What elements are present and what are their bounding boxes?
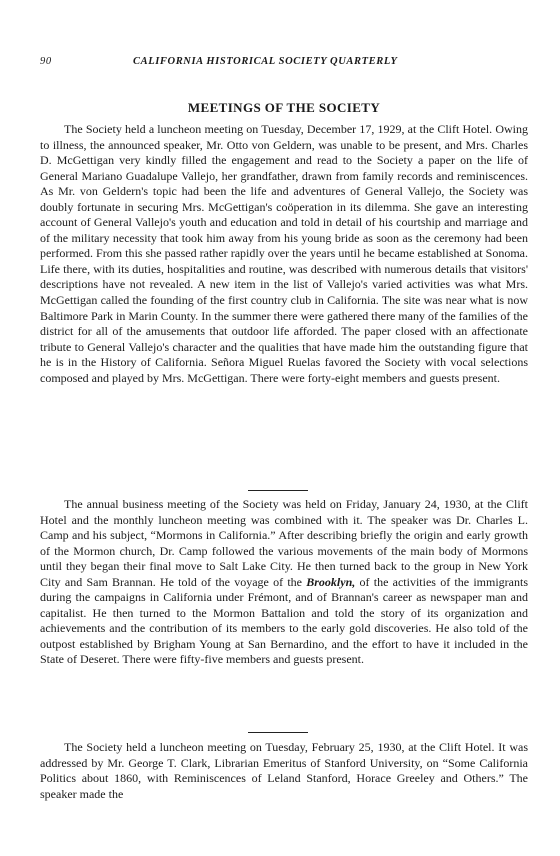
running-head — [40, 56, 528, 72]
section-divider — [248, 732, 308, 733]
paragraph-january-meeting — [40, 497, 528, 668]
paragraph-text: of the activities of the immigrants during the campaigns in California under Frémont, and of Brannan's career as newspaper man and capitalist. He then turned to the Mormon Battalion and told the story of its organization and achievements and the contribution of its members to the early gold discoveries. He also told of the outpost established by Brigham Young at San Bernardino, and the effort to have it included in the State of Deseret. There were fifty-five members and guests present. — [40, 574, 528, 667]
ship-name: Brooklyn, — [306, 574, 356, 589]
section-title: MEETINGS OF THE SOCIETY — [187, 100, 381, 115]
section-divider — [248, 490, 308, 491]
journal-title: CALIFORNIA HISTORICAL SOCIETY QUARTERLY — [133, 56, 398, 67]
paragraph-february-meeting: The Society held a luncheon meeting on Tuesday, February 25, 1930, at the Clift Hotel. It was addressed by Mr. George T. Clark, Librarian Emeritus of Stanford University, on “Some California Politics about 1860, with Reminiscences of Leland Stanford, Horace Greeley and Others.” The speaker made the — [40, 740, 528, 801]
page-number: 90 — [40, 56, 52, 67]
paragraph-december-meeting: The Society held a luncheon meeting on Tuesday, December 17, 1929, at the Clift Hotel. Owing to illness, the announced speaker, Mr. Otto von Geldern, was unable to be present, and Mrs. Charles D. McGettigan very kindly filled the engagement and read to the Society a paper on the life of General Mariano Guadalupe Vallejo, her grandfather, drawn from family records and reminiscences. As Mr. von Geldern's topic had been the life and adventures of General Vallejo, the Society was doubly fortunate in securing Mrs. McGettigan's coöperation in its dilemma. She gave an interesting account of General Vallejo's youth and education and told in detail of his courtship and marriage and of the military necessity that took him away from his young bride as soon as the ceremony had been performed. From this she passed rather rapidly over the years until he became established at Sonoma. Life there, with its duties, hospitalities and routine, was described with numerous details that visitors' descriptions have not revealed. A new item in the list of Vallejo's varied activities was what Mrs. McGettigan called the founding of the first country club in California. The site was near what is now Baltimore Park in Marin County. In the summer there were gathered there many of the families of the district for all of the amusements that outdoor life afforded. The paper closed with an affectionate tribute to General Vallejo's character and the qualities that have made him the outstanding figure that he is in the History of California. Señora Miguel Ruelas favored the Society with vocal selections composed and played by Mrs. McGettigan. There were forty-eight members and guests present. — [40, 122, 528, 385]
paragraph-text: The annual business meeting of the Society was held on Friday, January 24, 1930, at the Clift Hotel and the monthly luncheon meeting was combined with it. The speaker was Dr. Charles L. Camp and his subject, “Mormons in California.” After describing briefly the origin and early growth of the Mormon church, Dr. Camp followed the various movements of the main body of Mormons until they began their final move to Salt Lake City. He then turned back to the group in New York City and Sam Brannan. He told of the voyage of the — [40, 497, 528, 589]
